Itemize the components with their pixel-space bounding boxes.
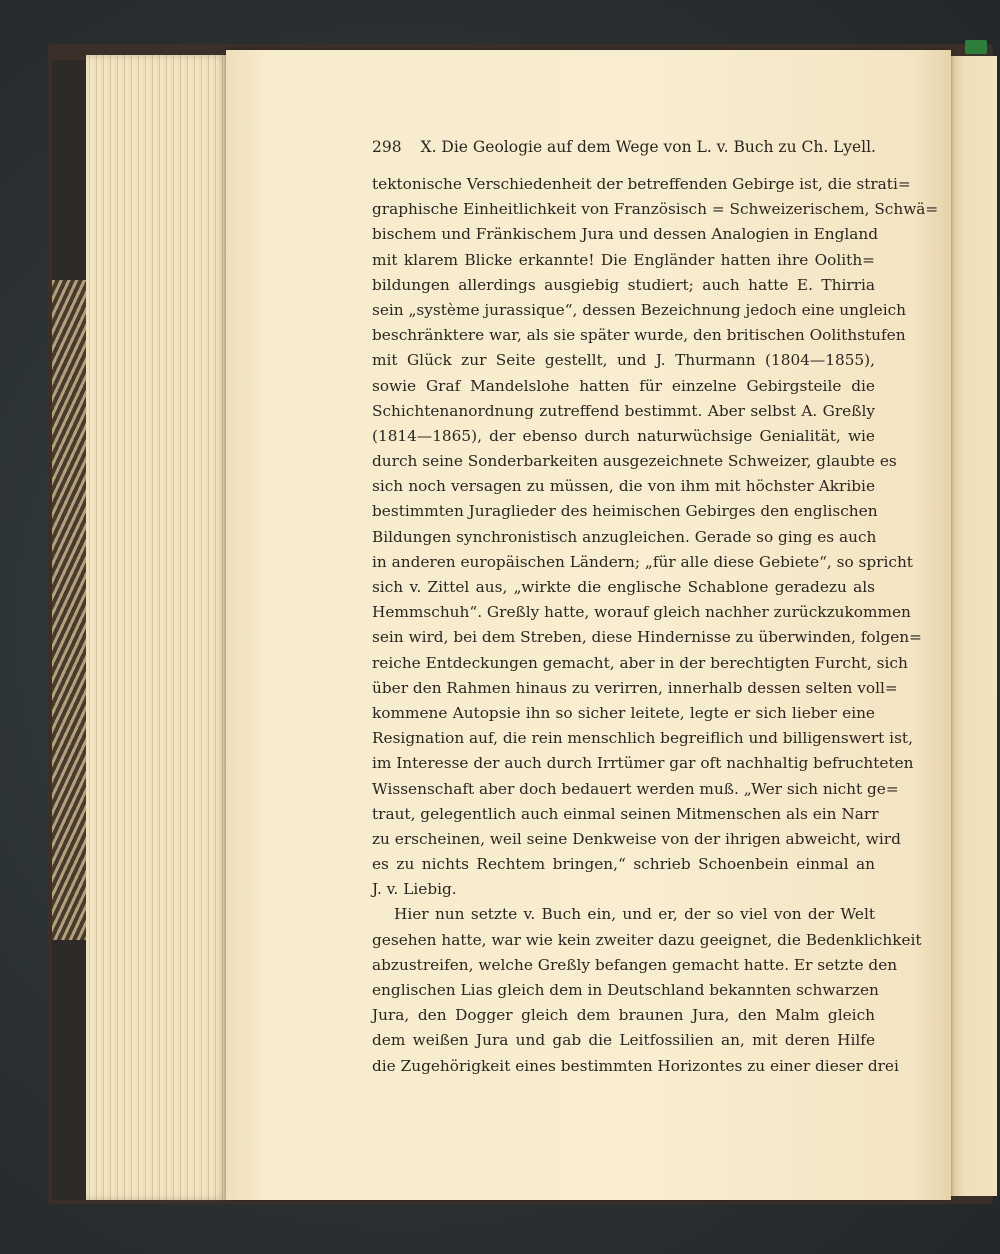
page-number: 298 [372, 138, 402, 156]
text-line: sich v. Zittel aus, „wirkte die englische Schablone geradezu als [372, 578, 875, 596]
text-line: beschränktere war, als sie später wurde, den britischen Oolithstufen [372, 326, 906, 345]
text-line: reiche Entdeckungen gemacht, aber in der berechtigten Furcht, sich [372, 653, 908, 672]
text-line: sein „système jurassique“, dessen Bezeichnung jedoch eine ungleich [372, 300, 907, 319]
text-line: bischem und Fränkischem Jura und dessen Analogien in England [372, 225, 879, 244]
text-line: Schichtenanordnung zutreffend bestimmt. Aber selbst A. Greßly [372, 401, 875, 420]
text-line: abzustreifen, welche Greßly befangen gemacht hatte. Er setzte den [372, 955, 898, 974]
running-header [372, 138, 876, 156]
text-line: es zu nichts Rechtem bringen,“ schrieb Schoenbein einmal an [372, 855, 875, 874]
text-line: traut, gelegentlich auch einmal seinen Mitmenschen als ein Narr [372, 804, 879, 823]
text-line: Resignation auf, die rein menschlich begreiflich und billigenswert ist, [372, 729, 913, 748]
text-line: Hemmschuh“. Greßly hatte, worauf gleich nachher zurückzukommen [372, 603, 911, 622]
text-line: sich noch versagen zu müssen, die von ihm mit höchster Akribie [372, 477, 875, 496]
text-line: Wissenschaft aber doch bedauert werden muß. „Wer sich nicht ge= [372, 779, 899, 798]
spine-top [52, 60, 88, 280]
text-line: dem weißen Jura und gab die Leitfossilien an, mit deren Hilfe [372, 1031, 875, 1050]
text-line: kommene Autopsie ihn so sicher leitete, legte er sich lieber eine [372, 703, 875, 722]
text-line: graphische Einheitlichkeit von Französisch = Schweizerischem, Schwä= [372, 200, 939, 219]
spine-bottom [52, 940, 88, 1200]
running-title: X. Die Geologie auf dem Wege von L. v. Buch zu Ch. Lyell. [420, 138, 876, 156]
text-line: Jura, den Dogger gleich dem braunen Jura, den Malm gleich [372, 1006, 875, 1025]
text-line: bildungen allerdings ausgiebig studiert; auch hatte E. Thirria [372, 275, 875, 294]
bookmark-ribbon [965, 40, 987, 54]
text-line: bestimmten Juraglieder des heimischen Gebirges den englischen [372, 502, 878, 521]
text-line: mit klarem Blicke erkannte! Die Engländer hatten ihre Oolith= [372, 250, 875, 269]
text-line: durch seine Sonderbarkeiten ausgezeichnete Schweizer, glaubte es [372, 452, 897, 471]
text-line: in anderen europäischen Ländern; „für alle diese Gebiete“, so spricht [372, 552, 913, 571]
text-line: Hier nun setzte v. Buch ein, und er, der so viel von der Welt [394, 905, 875, 924]
text-line: J. v. Liebig. [372, 880, 457, 899]
text-line: mit Glück zur Seite gestellt, und J. Thurmann (1804—1855), [372, 351, 875, 370]
text-line: im Interesse der auch durch Irrtümer gar oft nachhaltig befruchteten [372, 754, 914, 773]
marbled-edge [52, 280, 88, 940]
page-stack [86, 55, 228, 1200]
text-line: tektonische Verschiedenheit der betreffenden Gebirge ist, die strati= [372, 175, 911, 193]
text-line: sowie Graf Mandelslohe hatten für einzelne Gebirgsteile die [372, 376, 875, 395]
text-line: englischen Lias gleich dem in Deutschland bekannten schwarzen [372, 981, 879, 999]
text-line: Bildungen synchronistisch anzugleichen. Gerade so ging es auch [372, 527, 877, 546]
text-line: über den Rahmen hinaus zu verirren, innerhalb dessen selten voll= [372, 678, 898, 697]
body-text [372, 172, 939, 1079]
text-line: zu erscheinen, weil seine Denkweise von der ihrigen abweicht, wird [372, 829, 901, 848]
text-line: (1814—1865), der ebenso durch naturwüchsige Genialität, wie [372, 426, 875, 445]
facing-page-edge [951, 56, 997, 1196]
text-line: gesehen hatte, war wie kein zweiter dazu geeignet, die Bedenklichkeit [372, 930, 922, 949]
text-line: die Zugehörigkeit eines bestimmten Horizontes zu einer dieser drei [372, 1056, 899, 1075]
text-line: sein wird, bei dem Streben, diese Hindernisse zu überwinden, folgen= [372, 628, 922, 647]
